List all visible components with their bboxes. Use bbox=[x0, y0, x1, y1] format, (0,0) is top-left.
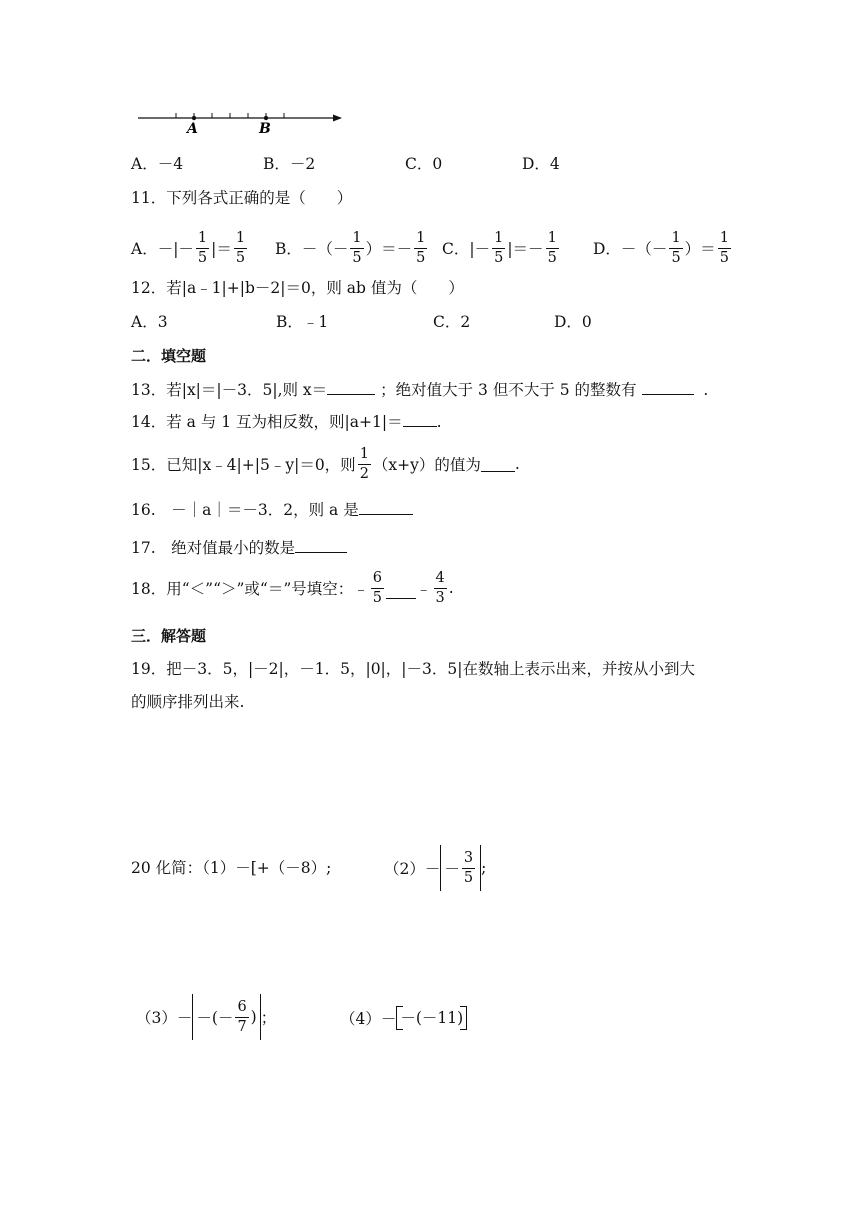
q10-option-d: D．4 bbox=[522, 155, 560, 173]
q11-option-b: B．－（－ $\frac{1}{5}$ ）＝－ $\frac{1}{5}$ bbox=[275, 230, 426, 266]
q12-option-b: B．﹣1 bbox=[276, 313, 329, 331]
section-2-heading: 二．填空题 bbox=[131, 347, 207, 365]
q11-stem: 11．下列各式正确的是（ ） bbox=[131, 189, 353, 207]
q11-options bbox=[131, 226, 751, 270]
point-a-label: A bbox=[187, 121, 198, 136]
q18: 18．用“＜”“＞”或“＝”号填空：﹣ $\frac{6}{5}$ ﹣ $\frac{4}{3}$ . bbox=[131, 570, 454, 606]
section-3-heading: 三．解答题 bbox=[131, 627, 207, 645]
number-line bbox=[136, 104, 346, 136]
q12-option-c: C．2 bbox=[433, 313, 471, 331]
q20-part2: （2）－ － $\frac{3}{5}$ ; bbox=[384, 843, 486, 893]
q20-part1: 20 化简：（1）－[+（－8）; bbox=[131, 859, 332, 877]
q12-stem: 12．若|a﹣1|+|b－2|＝0，则 ab 值为（ ） bbox=[131, 279, 464, 297]
q12-option-d: D．0 bbox=[554, 313, 592, 331]
q11-option-d: D．－（－ $\frac{1}{5}$ ）＝ $\frac{1}{5}$ bbox=[593, 230, 729, 266]
q12-option-a: A．3 bbox=[131, 313, 168, 331]
q20-part3: （3）－ －(－ $\frac{6}{7}$ ) ； bbox=[136, 992, 276, 1042]
q19-line2: 的顺序排列出来. bbox=[131, 693, 245, 711]
q10-option-c: C．0 bbox=[405, 155, 443, 173]
q10-option-a: A．－4 bbox=[131, 155, 184, 173]
point-b-label: B bbox=[259, 121, 271, 136]
q14: 14．若 a 与 1 互为相反数，则|a+1|＝ . bbox=[131, 413, 442, 431]
q11-option-a: A．－|－ $\frac{1}{5}$ |＝ $\frac{1}{5}$ bbox=[131, 230, 246, 266]
q11-option-c: C．|－ $\frac{1}{5}$ |＝－ $\frac{1}{5}$ bbox=[442, 230, 557, 266]
q15: 15．已知|x﹣4|+|5﹣y|＝0，则 $\frac{1}{2}$ （x+y）的值为 . bbox=[131, 446, 520, 482]
q19-line1: 19．把－3．5，|－2|，－1．5，|0|，|－3．5|在数轴上表示出来，并按从小到大 bbox=[131, 660, 695, 678]
q20-part4-bracket: －(－11) bbox=[396, 1006, 467, 1030]
q20-part4: （4）－ －(－11) bbox=[340, 1004, 467, 1032]
q10-option-b: B．－2 bbox=[263, 155, 316, 173]
q17: 17. 绝对值最小的数是 bbox=[131, 536, 347, 560]
q16: 16. －｜a｜＝－3．2，则 a 是 bbox=[131, 498, 413, 522]
q13: 13．若|x|＝|－3．5|,则 x＝ ；绝对值大于 3 但不大于 5 的整数有 . bbox=[131, 381, 709, 399]
